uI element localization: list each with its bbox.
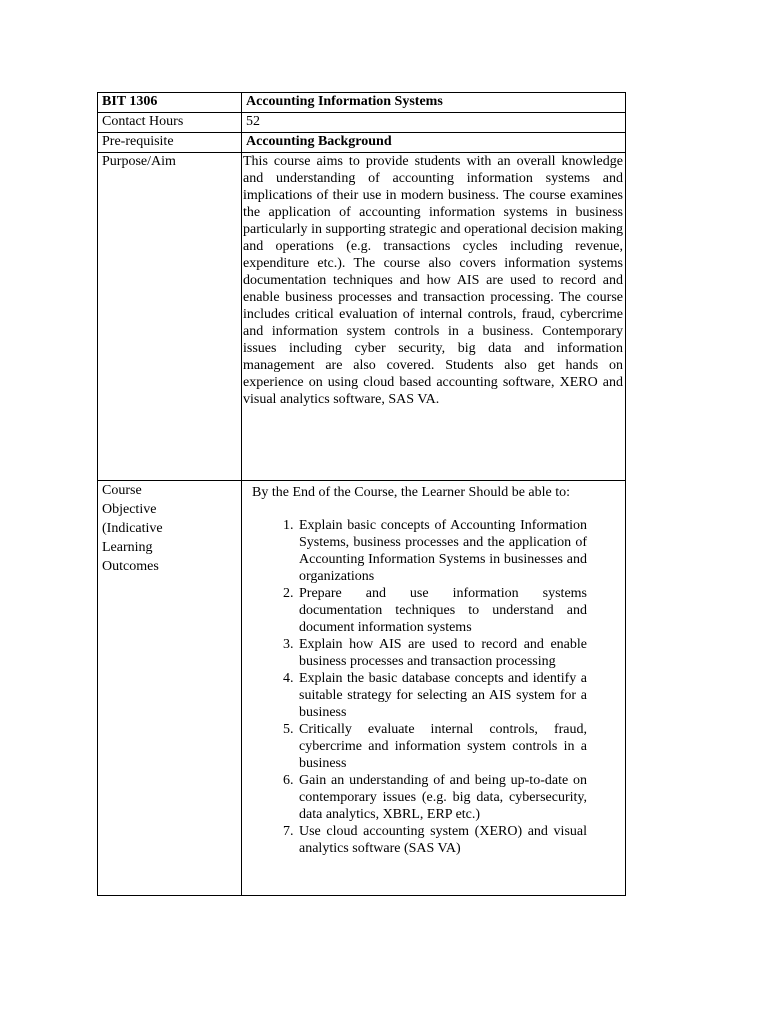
objective-label-line: (Indicative	[102, 521, 163, 536]
outcome-item: 6. Gain an understanding of and being up-to-date on contemporary issues (e.g. big data, cybersecurity, data analytics, XBRL, ERP etc.)	[297, 772, 587, 823]
contact-hours-label: Contact Hours	[98, 113, 242, 133]
objective-label-line: Course	[102, 483, 142, 498]
objective-intro: By the End of the Course, the Learner Should be able to:	[252, 485, 571, 500]
objective-cell	[242, 481, 626, 896]
prerequisite-value: Accounting Background	[242, 133, 626, 153]
learning-outcomes-list	[246, 517, 587, 857]
prerequisite-label: Pre-requisite	[98, 133, 242, 153]
objective-label-line: Objective	[102, 502, 157, 517]
outcome-item: 5. Critically evaluate internal controls, fraud, cybercrime and information system controls in a business	[297, 721, 587, 772]
course-outline-table	[97, 92, 626, 896]
outcome-item: 1. Explain basic concepts of Accounting Information Systems, business processes and the application of Accounting Information Systems in businesses and organizations	[297, 517, 587, 585]
course-code: BIT 1306	[98, 93, 242, 113]
course-code-row	[98, 93, 626, 113]
outcome-item: 4. Explain the basic database concepts and identify a suitable strategy for selecting an AIS system for a business	[297, 670, 587, 721]
objective-label	[98, 481, 242, 896]
prerequisite-row	[98, 133, 626, 153]
course-title: Accounting Information Systems	[242, 93, 626, 113]
purpose-label: Purpose/Aim	[98, 153, 242, 481]
purpose-text: This course aims to provide students with an overall knowledge and understanding of accounting information systems and implications of their use in modern business. The course examines the application of accounting information systems in business particularly in supporting strategic and operational decision making and operations (e.g. transactions cycles including revenue, expenditure etc.). The course also covers information systems documentation techniques and how AIS are used to record and enable business processes and transaction processing. The course includes critical evaluation of internal controls, fraud, cybercrime and information system controls in a business. Contemporary issues including cyber security, big data and information management are also covered. Students also get hands on experience on using cloud based accounting software, XERO and visual analytics software, SAS VA.	[243, 154, 623, 407]
objective-row	[98, 481, 626, 896]
outcome-item: 7. Use cloud accounting system (XERO) and visual analytics software (SAS VA)	[297, 823, 587, 857]
objective-label-line: Outcomes	[102, 559, 159, 574]
outcome-item: 3. Explain how AIS are used to record and enable business processes and transaction processing	[297, 636, 587, 670]
purpose-cell	[242, 153, 626, 481]
outcome-item: 2. Prepare and use information systems documentation techniques to understand and document information systems	[297, 585, 587, 636]
purpose-row	[98, 153, 626, 481]
contact-hours-row	[98, 113, 626, 133]
objective-label-line: Learning	[102, 540, 153, 555]
contact-hours-value: 52	[242, 113, 626, 133]
